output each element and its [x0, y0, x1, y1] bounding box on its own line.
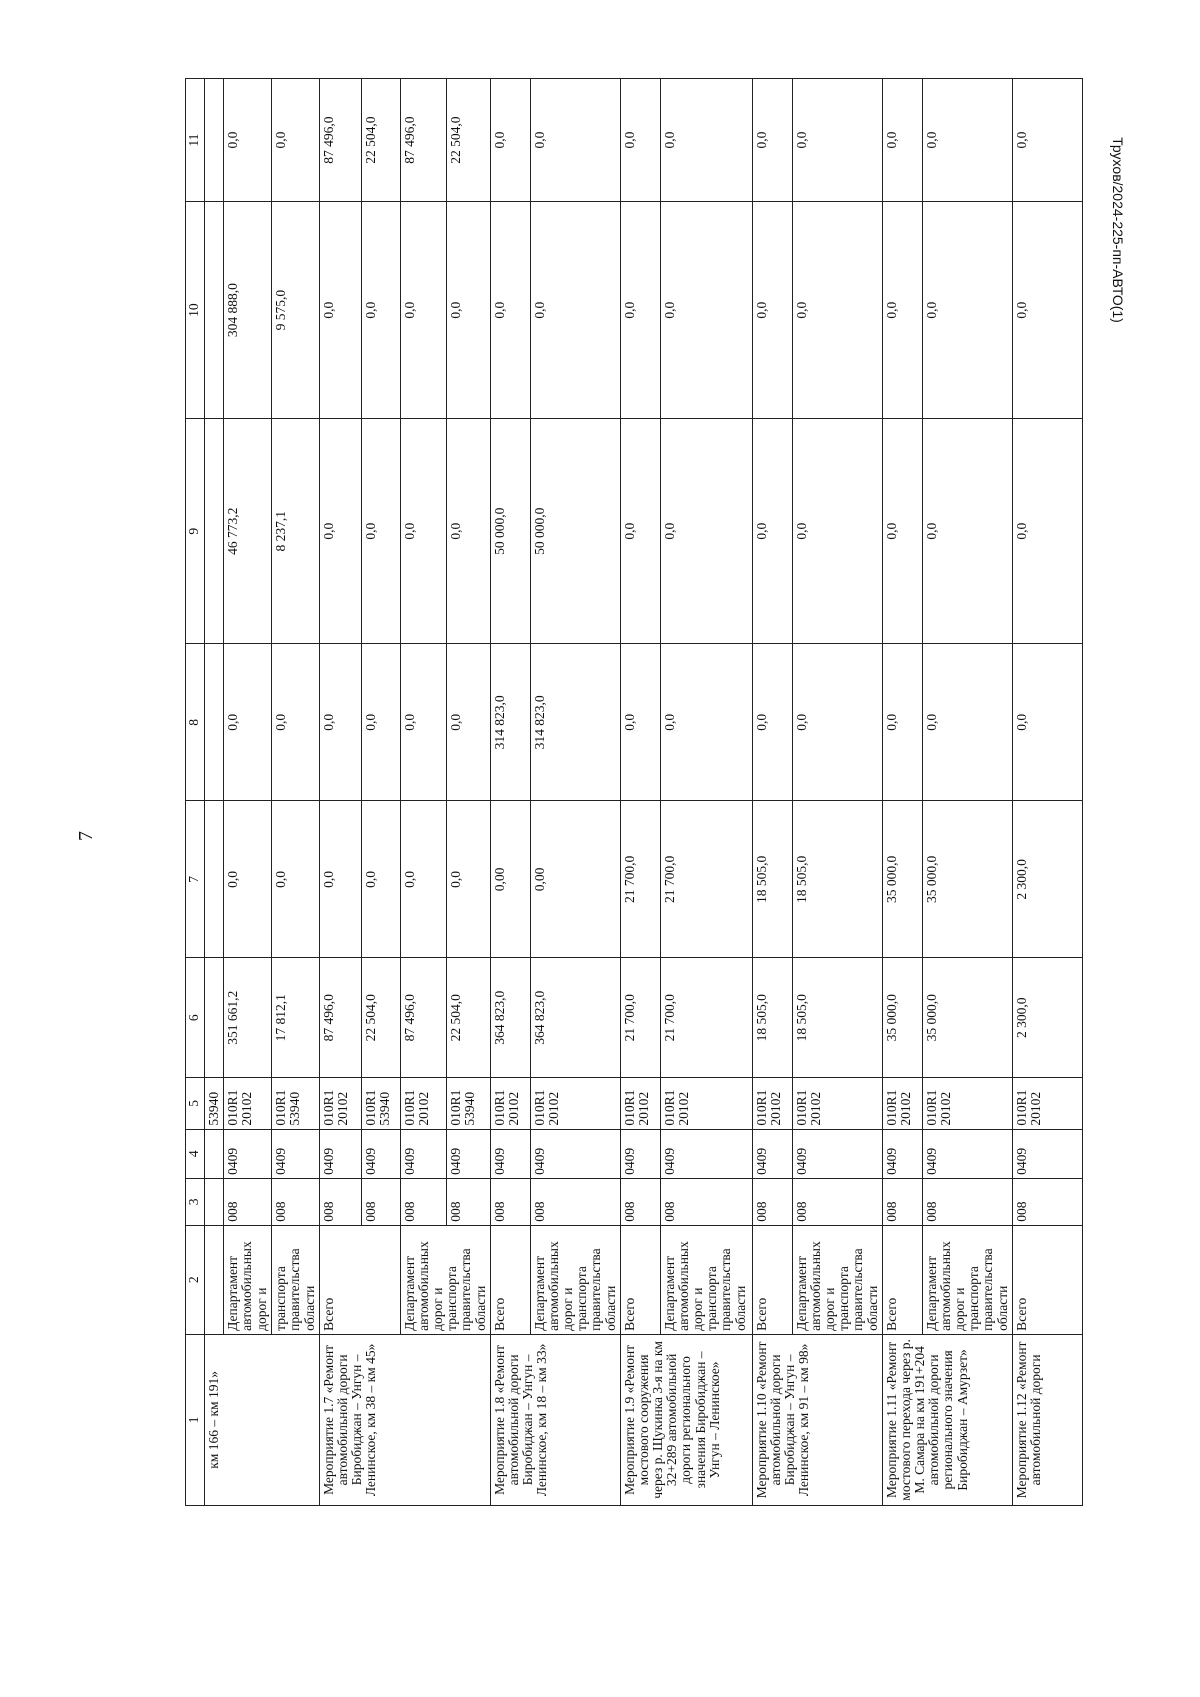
value-cell: 0,0	[792, 79, 882, 202]
executor-cell: Всего	[620, 1225, 660, 1334]
executor-cell: транспорта правительства области	[272, 1225, 320, 1334]
value-cell: 0,0	[752, 202, 792, 419]
executor-cell: Департамент автомобильных дорог и транспорта правительства области	[660, 1225, 752, 1334]
cell: 008	[752, 1178, 792, 1225]
value-cell: 0,0	[922, 79, 1012, 202]
cell: 008	[530, 1178, 620, 1225]
value-cell: 0,0	[882, 419, 922, 644]
value-cell: 0,00	[490, 801, 530, 958]
cell: 0409	[882, 1129, 922, 1178]
activity-cell: Мероприятие 1.7 «Ремонт автомобильной дороги Биробиджан – Унгун – Ленинское, км 38 – км 45»	[319, 1334, 490, 1505]
value-cell: 21 700,0	[660, 801, 752, 958]
value-cell: 0,0	[752, 79, 792, 202]
value-cell: 46 773,2	[224, 419, 272, 644]
value-cell: 0,0	[792, 419, 882, 644]
cell: 0409	[224, 1129, 272, 1178]
value-cell: 35 000,0	[882, 958, 922, 1078]
value-cell: 87 496,0	[319, 958, 361, 1078]
value-cell: 8 237,1	[272, 419, 320, 644]
value-cell: 0,0	[361, 419, 400, 644]
value-cell: 0,0	[882, 644, 922, 801]
executor-cell: Департамент автомобильных дорог и транспорта правительства области	[530, 1225, 620, 1334]
value-cell: 18 505,0	[792, 801, 882, 958]
value-cell: 0,0	[446, 202, 490, 419]
value-cell: 0,0	[792, 644, 882, 801]
value-cell: 0,0	[319, 644, 361, 801]
page-number: 7	[75, 831, 97, 841]
value-cell: 0,0	[882, 202, 922, 419]
column-header: 5	[186, 1078, 205, 1130]
code-cell: 010R1 20102	[1012, 1078, 1082, 1130]
table-row	[792, 79, 882, 1506]
cell	[205, 644, 224, 801]
cell: 008	[272, 1178, 320, 1225]
code-cell: 010R1 20102	[319, 1078, 361, 1130]
value-cell: 314 823,0	[490, 644, 530, 801]
cell: 008	[660, 1178, 752, 1225]
table-row	[922, 79, 1012, 1506]
value-cell: 0,0	[272, 644, 320, 801]
value-cell: 0,0	[490, 79, 530, 202]
cell	[205, 1178, 224, 1225]
cell: 0409	[922, 1129, 1012, 1178]
value-cell: 21 700,0	[620, 801, 660, 958]
cell: 0409	[319, 1129, 361, 1178]
code-cell: 010R1 20102	[530, 1078, 620, 1130]
value-cell: 0,0	[1012, 202, 1082, 419]
value-cell: 18 505,0	[752, 801, 792, 958]
activity-cell: Мероприятие 1.9 «Ремонт мостового сооружения через р. Щукинка 3-я на км 32+289 автомобильной дороги регионального значения Биробиджан – Унгун – Ленинское»	[620, 1334, 752, 1505]
rotated-table-wrapper	[185, 78, 1083, 1506]
table-row	[272, 79, 320, 1506]
value-cell: 0,0	[224, 644, 272, 801]
value-cell: 0,0	[660, 79, 752, 202]
cell: 008	[922, 1178, 1012, 1225]
column-header: 4	[186, 1129, 205, 1178]
value-cell: 9 575,0	[272, 202, 320, 419]
value-cell: 22 504,0	[446, 958, 490, 1078]
value-cell: 0,0	[882, 79, 922, 202]
value-cell: 0,0	[400, 801, 446, 958]
code-cell: 010R1 20102	[752, 1078, 792, 1130]
value-cell: 0,0	[620, 419, 660, 644]
code-cell: 010R1 20102	[490, 1078, 530, 1130]
value-cell: 351 661,2	[224, 958, 272, 1078]
value-cell: 0,0	[660, 419, 752, 644]
header-row	[186, 79, 205, 1506]
cell	[205, 801, 224, 958]
value-cell: 0,0	[446, 801, 490, 958]
value-cell: 2 300,0	[1012, 958, 1082, 1078]
executor-cell: Всего	[319, 1225, 400, 1334]
code-cell: 010R1 20102	[792, 1078, 882, 1130]
activity-cell: Мероприятие 1.8 «Ремонт автомобильной дороги Биробиджан – Унгун – Ленинское, км 18 – км 33»	[490, 1334, 620, 1505]
cell: 008	[446, 1178, 490, 1225]
cell: 0409	[752, 1129, 792, 1178]
budget-table	[185, 78, 1083, 1506]
value-cell: 0,0	[490, 202, 530, 419]
column-header: 3	[186, 1178, 205, 1225]
cell	[205, 419, 224, 644]
value-cell: 0,0	[530, 202, 620, 419]
executor-cell: Всего	[882, 1225, 922, 1334]
cell: 008	[792, 1178, 882, 1225]
value-cell: 17 812,1	[272, 958, 320, 1078]
cell: 0409	[490, 1129, 530, 1178]
value-cell: 0,0	[1012, 79, 1082, 202]
value-cell: 50 000,0	[490, 419, 530, 644]
value-cell: 0,0	[620, 202, 660, 419]
cell: 0409	[272, 1129, 320, 1178]
code-cell: 010R1 20102	[400, 1078, 446, 1130]
cell	[205, 202, 224, 419]
code-cell: 010R1 53940	[272, 1078, 320, 1130]
code-cell: 010R1 20102	[660, 1078, 752, 1130]
cell: 0409	[792, 1129, 882, 1178]
value-cell: 22 504,0	[361, 79, 400, 202]
code-cell: 010R1 53940	[361, 1078, 400, 1130]
code-cell: 010R1 20102	[224, 1078, 272, 1130]
value-cell: 0,0	[922, 202, 1012, 419]
activity-cell: Мероприятие 1.10 «Ремонт автомобильной дороги Биробиджан – Унгун – Ленинское, км 91 – км 98»	[752, 1334, 882, 1505]
value-cell: 0,0	[361, 644, 400, 801]
value-cell: 0,0	[446, 644, 490, 801]
cell	[205, 958, 224, 1078]
value-cell: 0,0	[400, 419, 446, 644]
value-cell: 22 504,0	[446, 79, 490, 202]
cell: 0409	[361, 1129, 400, 1178]
executor-cell: Всего	[490, 1225, 530, 1334]
column-header: 8	[186, 644, 205, 801]
value-cell: 0,0	[224, 79, 272, 202]
value-cell: 50 000,0	[530, 419, 620, 644]
cell: 008	[882, 1178, 922, 1225]
value-cell: 35 000,0	[882, 801, 922, 958]
value-cell: 0,0	[224, 801, 272, 958]
column-header: 10	[186, 202, 205, 419]
value-cell: 0,0	[319, 202, 361, 419]
cell: 008	[361, 1178, 400, 1225]
value-cell: 0,0	[660, 202, 752, 419]
table-row	[620, 79, 660, 1506]
value-cell: 0,0	[752, 419, 792, 644]
table-row	[530, 79, 620, 1506]
value-cell: 87 496,0	[400, 958, 446, 1078]
cell: 0409	[446, 1129, 490, 1178]
value-cell: 0,0	[660, 644, 752, 801]
table-row	[882, 79, 922, 1506]
value-cell: 21 700,0	[620, 958, 660, 1078]
table-row	[490, 79, 530, 1506]
value-cell: 18 505,0	[752, 958, 792, 1078]
value-cell: 2 300,0	[1012, 801, 1082, 958]
value-cell: 0,0	[272, 801, 320, 958]
value-cell: 0,0	[530, 79, 620, 202]
value-cell: 0,0	[922, 644, 1012, 801]
column-header: 2	[186, 1225, 205, 1334]
value-cell: 21 700,0	[660, 958, 752, 1078]
column-header: 7	[186, 801, 205, 958]
value-cell: 22 504,0	[361, 958, 400, 1078]
cell: 008	[224, 1178, 272, 1225]
value-cell: 87 496,0	[319, 79, 361, 202]
table-row	[660, 79, 752, 1506]
value-cell: 0,0	[792, 202, 882, 419]
executor-cell: Всего	[752, 1225, 792, 1334]
code-cell: 010R1 20102	[922, 1078, 1012, 1130]
cell: 008	[1012, 1178, 1082, 1225]
column-header: 9	[186, 419, 205, 644]
executor-cell: Всего	[1012, 1225, 1082, 1334]
cell: 0409	[660, 1129, 752, 1178]
cell	[205, 1129, 224, 1178]
cell: 0409	[1012, 1129, 1082, 1178]
value-cell: 0,0	[319, 801, 361, 958]
value-cell: 0,0	[1012, 644, 1082, 801]
cell: 0409	[400, 1129, 446, 1178]
code-cell: 010R1 20102	[620, 1078, 660, 1130]
code-cell: 010R1 20102	[882, 1078, 922, 1130]
value-cell: 0,0	[620, 644, 660, 801]
value-cell: 0,0	[319, 419, 361, 644]
executor-cell: Департамент автомобильных дорог и транспорта правительства области	[792, 1225, 882, 1334]
table-row	[752, 79, 792, 1506]
value-cell: 364 823,0	[530, 958, 620, 1078]
value-cell: 0,0	[752, 644, 792, 801]
value-cell: 0,0	[400, 644, 446, 801]
value-cell: 35 000,0	[922, 801, 1012, 958]
value-cell: 0,0	[922, 419, 1012, 644]
cell: 008	[490, 1178, 530, 1225]
cell: 0409	[620, 1129, 660, 1178]
cell: 008	[620, 1178, 660, 1225]
cell	[205, 79, 224, 202]
cell: 008	[400, 1178, 446, 1225]
value-cell: 35 000,0	[922, 958, 1012, 1078]
value-cell: 314 823,0	[530, 644, 620, 801]
activity-cell: Мероприятие 1.11 «Ремонт мостового перехода через р. М. Самара на км 191+204 автомобильной дороги регионального значения Биробиджан – Амурзет»	[882, 1334, 1012, 1505]
value-cell: 0,0	[361, 202, 400, 419]
activity-cell: Мероприятие 1.12 «Ремонт автомобильной дороги	[1012, 1334, 1082, 1505]
document-code: Трухов/2024-225-пп-АВТО(1)	[1110, 137, 1126, 323]
code-cell: 010R1 53940	[446, 1078, 490, 1130]
value-cell: 0,00	[530, 801, 620, 958]
table-row	[205, 79, 224, 1506]
value-cell: 0,0	[272, 79, 320, 202]
value-cell: 0,0	[361, 801, 400, 958]
value-cell: 304 888,0	[224, 202, 272, 419]
cell	[205, 1225, 224, 1334]
value-cell: 87 496,0	[400, 79, 446, 202]
value-cell: 0,0	[400, 202, 446, 419]
table-row	[319, 79, 361, 1506]
cell: 0409	[530, 1129, 620, 1178]
executor-cell: Департамент автомобильных дорог и транспорта правительства области	[400, 1225, 490, 1334]
table-row	[224, 79, 272, 1506]
executor-cell: Департамент автомобильных дорог и транспорта правительства области	[922, 1225, 1012, 1334]
value-cell: 0,0	[620, 79, 660, 202]
column-header: 6	[186, 958, 205, 1078]
column-header: 1	[186, 1334, 205, 1505]
cell: 008	[319, 1178, 361, 1225]
value-cell: 18 505,0	[792, 958, 882, 1078]
executor-cell: Департамент автомобильных дорог и	[224, 1225, 272, 1334]
value-cell: 0,0	[446, 419, 490, 644]
column-header: 11	[186, 79, 205, 202]
value-cell: 364 823,0	[490, 958, 530, 1078]
activity-cell: км 166 – км 191»	[205, 1334, 320, 1505]
table-row	[400, 79, 446, 1506]
table-row	[1012, 79, 1082, 1506]
value-cell: 0,0	[1012, 419, 1082, 644]
code-cell: 53940	[205, 1078, 224, 1130]
